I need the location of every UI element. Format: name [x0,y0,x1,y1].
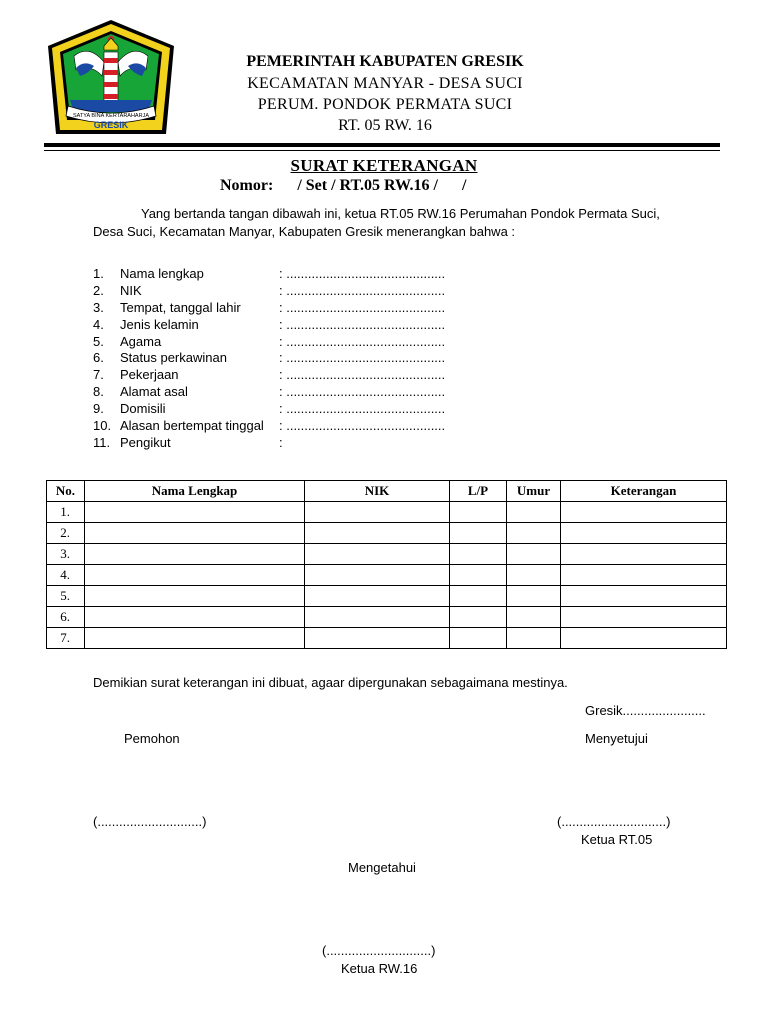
field-number: 5. [93,333,104,349]
gresik-emblem-logo [44,18,178,144]
cell-notes[interactable] [561,628,727,649]
field-number: 11. [93,434,111,450]
field-label: Status perkawinan [120,350,227,366]
place-date: Gresik....................... [585,703,706,718]
document-number-label: Nomor: [220,177,274,194]
cell-no: 5. [47,586,85,607]
dependents-table [46,480,727,649]
cell-name[interactable] [85,502,305,523]
letterhead-housing: PERUM. PONDOK PERMATA SUCI [257,96,513,113]
cell-age[interactable] [507,628,561,649]
cell-name[interactable] [85,523,305,544]
table-header-row [47,481,727,502]
field-number: 6. [93,350,104,366]
applicant-label: Pemohon [124,731,180,746]
field-value: : ............................................ [279,384,446,400]
field-value: : ............................................ [279,418,446,434]
document-title: SURAT KETERANGAN [290,156,478,175]
cell-gender[interactable] [450,502,507,523]
cell-gender[interactable] [450,586,507,607]
field-value: : ............................................ [279,350,446,366]
field-label: Domisili [120,401,166,417]
field-value: : ............................................ [279,316,446,332]
cell-no: 7. [47,628,85,649]
rt-signature-line: (.............................) [557,814,671,829]
field-number: 2. [93,282,104,298]
cell-age[interactable] [507,565,561,586]
field-value: : ............................................ [279,401,446,417]
table-row [47,607,727,628]
cell-no: 1. [47,502,85,523]
field-label: Nama lengkap [120,266,204,281]
col-header-age: Umur [507,481,561,502]
rw-head-title: Ketua RW.16 [341,961,418,976]
cell-gender[interactable] [450,565,507,586]
cell-age[interactable] [507,586,561,607]
rw-signature-line: (.............................) [322,943,436,958]
table-row [47,523,727,544]
cell-gender[interactable] [450,628,507,649]
cell-notes[interactable] [561,586,727,607]
field-label: NIK [120,282,142,298]
letterhead-divider-thick [44,143,720,147]
col-header-gender: L/P [450,481,507,502]
letterhead-rt-rw: RT. 05 RW. 16 [338,117,432,134]
field-number: 7. [93,367,104,383]
col-header-name: Nama Lengkap [85,481,305,502]
field-number: 4. [93,316,104,332]
field-label: Alasan bertempat tinggal [120,418,264,434]
cell-nik[interactable] [305,565,450,586]
cell-age[interactable] [507,523,561,544]
field-label: Jenis kelamin [120,316,199,332]
field-value: : ............................................ [279,299,446,315]
table-row [47,628,727,649]
cell-nik[interactable] [305,523,450,544]
field-number: 10. [93,418,112,434]
field-label: Tempat, tanggal lahir [120,299,241,315]
cell-gender[interactable] [450,544,507,565]
applicant-signature-line: (.............................) [93,814,207,829]
field-number: 3. [93,299,104,315]
closing-statement: Demikian surat keterangan ini dibuat, agaar dipergunakan sebagaimana mestinya. [93,675,568,690]
letterhead-government: PEMERINTAH KABUPATEN GRESIK [246,53,524,70]
cell-name[interactable] [85,607,305,628]
cell-no: 2. [47,523,85,544]
cell-notes[interactable] [561,502,727,523]
approve-label: Menyetujui [585,731,648,746]
cell-nik[interactable] [305,544,450,565]
cell-no: 6. [47,607,85,628]
document-number-value: / Set / RT.05 RW.16 / / [273,177,467,194]
field-number: 8. [93,384,104,400]
letterhead-divider-thin [44,150,720,151]
field-value: : ............................................ [279,333,446,349]
cell-age[interactable] [507,607,561,628]
field-value: : ............................................ [279,367,446,383]
logo-motto: SATYA BINA KERTARAHARJA [72,113,150,119]
col-header-nik: NIK [305,481,450,502]
cell-nik[interactable] [305,502,450,523]
letterhead-district: KECAMATAN MANYAR - DESA SUCI [247,75,523,92]
cell-no: 4. [47,565,85,586]
cell-notes[interactable] [561,523,727,544]
cell-name[interactable] [85,565,305,586]
field-value: : [279,434,283,450]
document-number [220,177,466,195]
cell-age[interactable] [507,502,561,523]
acknowledge-label: Mengetahui [348,860,416,875]
cell-name[interactable] [85,544,305,565]
col-header-notes: Keterangan [561,481,727,502]
col-header-no: No. [47,481,85,502]
cell-name[interactable] [85,586,305,607]
cell-notes[interactable] [561,565,727,586]
field-label: Agama [120,333,162,349]
cell-gender[interactable] [450,523,507,544]
cell-name[interactable] [85,628,305,649]
cell-no: 3. [47,544,85,565]
field-label: Pekerjaan [120,367,179,383]
table-row [47,565,727,586]
cell-nik[interactable] [305,607,450,628]
cell-nik[interactable] [305,628,450,649]
cell-age[interactable] [507,544,561,565]
intro-paragraph: Yang bertanda tangan dibawah ini, ketua RT.05 RW.16 Perumahan Pondok Permata Suci, Desa Suci, Kecamatan Manyar, Kabupaten Gresik menerangkan bahwa : [93,206,660,239]
cell-gender[interactable] [450,607,507,628]
field-number: 9. [93,401,104,417]
cell-notes[interactable] [561,607,727,628]
table-row [47,544,727,565]
table-row [47,586,727,607]
field-label: Pengikut [120,434,171,450]
rt-head-title: Ketua RT.05 [581,832,653,847]
cell-notes[interactable] [561,544,727,565]
field-value: : ............................................ [279,266,446,281]
table-row [47,502,727,523]
cell-nik[interactable] [305,586,450,607]
field-value: : ............................................ [279,282,446,298]
field-number: 1. [93,266,104,281]
logo-name: GRESIK [93,120,129,130]
field-label: Alamat asal [120,384,188,400]
